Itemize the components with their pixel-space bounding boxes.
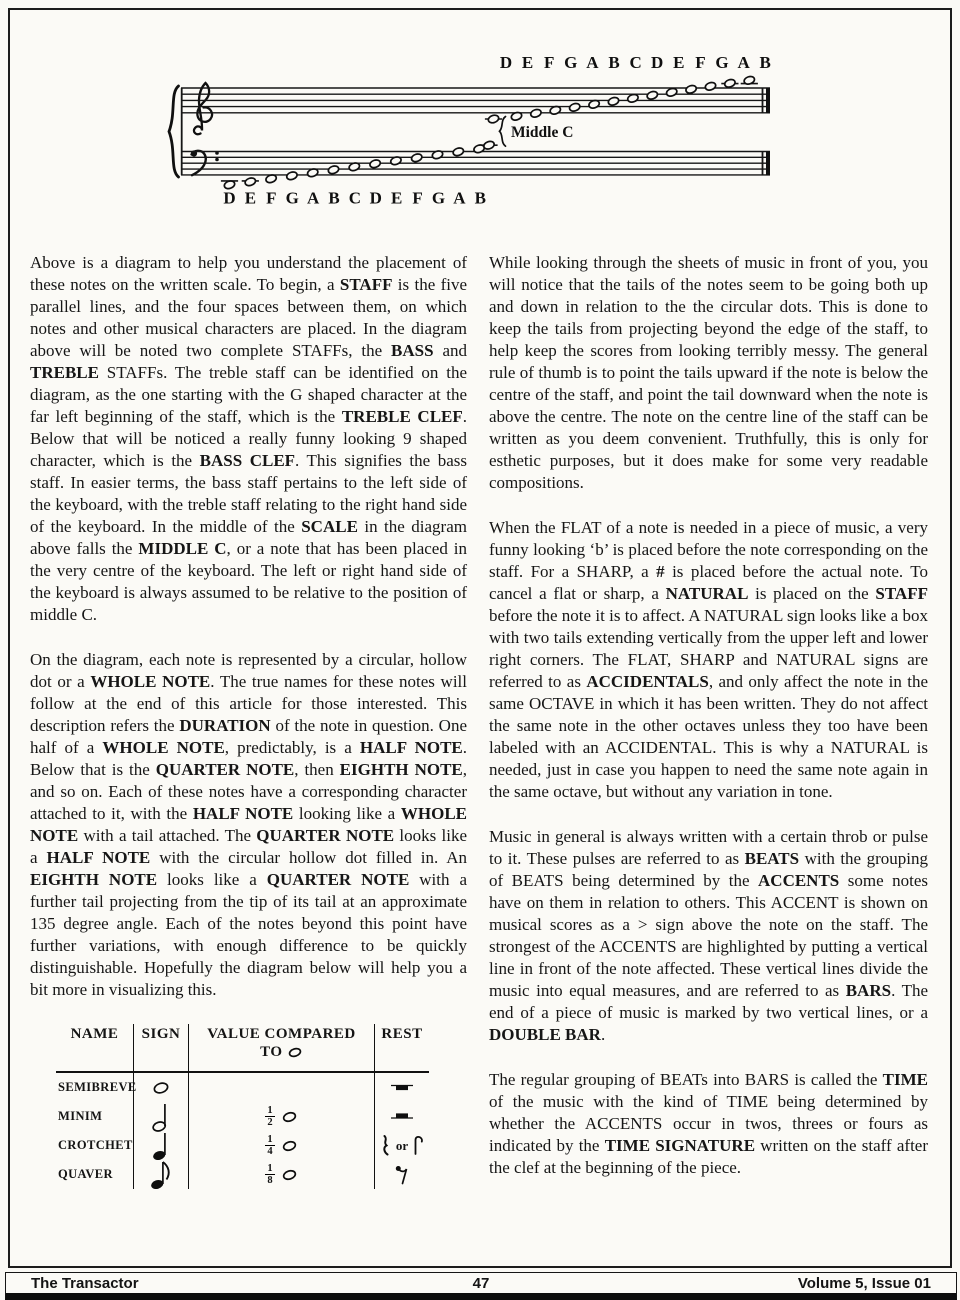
issue-label: Volume 5, Issue 01 xyxy=(797,1274,931,1292)
table-cell-sign xyxy=(134,1102,189,1131)
whole-note-icon xyxy=(281,1111,298,1123)
note-letter: F xyxy=(412,188,423,208)
table-cell-rest xyxy=(375,1160,429,1189)
note-letter: E xyxy=(391,188,403,208)
table-cell-value xyxy=(189,1073,375,1102)
whole-note xyxy=(530,108,542,118)
paragraph-note-tails: While looking through the sheets of music in front of you, you will notice that the tails of the notes seem to be going both up and down in relation to the the circular dots. This is done to keep the tails from projecting beyond the edge of the staff, to help keep the scores from looking terribly messy. The general rule of thumb is to point the tails upward if the note is below the centre of the staff, and point the tail downward when the note is above the centre. The note on the centre line of the staff can be written as you deem convenient. Truthfully, this is only for esthetic purposes, but it does make for some very readable compositions. xyxy=(489,253,928,492)
grand-staff-brace-icon xyxy=(169,86,179,177)
note-letter: D xyxy=(651,53,664,72)
minim-half-note-icon xyxy=(150,1102,172,1132)
middle-c-bracket-icon xyxy=(500,117,506,147)
whole-note xyxy=(646,90,658,100)
table-cell-sign xyxy=(134,1073,189,1102)
middle-c-label: Middle C xyxy=(511,124,574,141)
crotchet-rest-icon xyxy=(379,1134,392,1157)
whole-note xyxy=(483,140,495,150)
note-letter: G xyxy=(285,188,299,208)
table-cell-value xyxy=(189,1102,375,1131)
paragraph-accidentals: When the FLAT of a note is needed in a piece of music, a very funny looking ‘b’ is placed before the note corresponding on the staff. For a SHARP, a # is placed before the actual note. To cancel a flat or sharp, a NATURAL is placed on the STAFF before the note it is to affect. A NATURAL sign looks like a box with two tails extending vertically from the upper left and lower right corners. The FLAT, SHARP and NATURAL signs are referred to as ACCIDENTALS, and only affect the note in the same OCTAVE in which it has been written. They do not affect the same note in the other octaves unless they too have been labeled with an ACCIDENTAL. This is why a NATURAL is needed, just in case you happen to need the same note again in the same octave, but without any variation in tone. xyxy=(489,518,928,801)
note-letter: E xyxy=(244,188,257,208)
whole-note-icon xyxy=(287,1047,303,1058)
whole-note xyxy=(452,147,464,157)
quaver-rest-icon xyxy=(394,1163,410,1186)
semibreve-rest-icon xyxy=(387,1080,417,1095)
crotchet-quarter-note-icon xyxy=(150,1131,172,1161)
grand-staff-diagram xyxy=(0,0,960,225)
table-cell-name: MINIM xyxy=(56,1102,134,1131)
note-letter: A xyxy=(737,53,750,72)
table-header-name: NAME xyxy=(56,1024,134,1073)
note-letter: B xyxy=(474,188,486,208)
table-cell-value xyxy=(189,1131,375,1160)
table-header-value: VALUE COMPARED TO xyxy=(189,1024,375,1073)
whole-note xyxy=(704,81,716,91)
minim-rest-icon xyxy=(387,1109,417,1124)
note-letter: G xyxy=(431,188,446,208)
note-letter: F xyxy=(695,53,706,72)
table-cell-rest xyxy=(375,1102,429,1131)
page-number: 47 xyxy=(472,1274,490,1292)
quaver-eighth-note-icon xyxy=(148,1160,174,1190)
note-letter: D xyxy=(369,188,382,208)
table-cell-sign xyxy=(134,1160,189,1189)
paragraph-note-durations: On the diagram, each note is represented by a circular, hollow dot or a WHOLE NOTE. The true names for these notes will follow at the end of this article for those interested. This description refers the DURATION of the note in question. One half of a WHOLE NOTE, predictably, is a HALF NOTE. Below that is the QUARTER NOTE, then EIGHTH NOTE, and so on. Each of these notes have a corresponding character attached to it, with the HALF NOTE looking like a WHOLE NOTE with a tail attached. The QUARTER NOTE looks like a HALF NOTE with the circular hollow dot filled in. An EIGHTH NOTE looks like a QUARTER NOTE with a further tail projecting from the tip of its tail at an approximate 135 degree angle. Each of the notes beyond this point have further variations, with enough difference to be quickly distinguishable. Hopefully the diagram below will help you a bit more in visualizing this. xyxy=(30,650,467,999)
fraction: $\frac{1}{4}$ xyxy=(267,1133,273,1157)
table-cell-name: SEMIBREVE xyxy=(56,1073,134,1102)
whole-note xyxy=(724,78,736,88)
magazine-title: The Transactor xyxy=(31,1274,139,1292)
whole-note xyxy=(607,96,619,106)
note-letter: A xyxy=(586,53,599,72)
note-letter: B xyxy=(328,188,340,208)
whole-note xyxy=(487,114,499,124)
table-cell-sign xyxy=(134,1131,189,1160)
note-value-table xyxy=(56,1024,429,1189)
fraction: $\frac{1}{8}$ xyxy=(267,1162,273,1186)
treble-clef-icon xyxy=(194,83,212,134)
table-cell-rest xyxy=(375,1131,429,1160)
whole-note xyxy=(369,159,381,169)
fraction: $\frac{1}{2}$ xyxy=(267,1104,273,1128)
note-letter: E xyxy=(521,53,534,72)
note-letter: C xyxy=(629,53,642,72)
note-letter: B xyxy=(759,53,771,72)
note-letter: G xyxy=(564,53,578,72)
note-letter: B xyxy=(608,53,620,72)
table-cell-rest xyxy=(375,1073,429,1102)
crotchet-rest-old-style-icon xyxy=(412,1134,425,1157)
whole-note-icon xyxy=(281,1169,298,1181)
note-letter: D xyxy=(223,188,236,208)
whole-note xyxy=(411,153,423,163)
or-label: or xyxy=(395,1137,409,1153)
final-thick-barline xyxy=(766,88,770,113)
whole-note-icon xyxy=(281,1140,298,1152)
paragraph-time-signature: The regular grouping of BEATs into BARS is called the TIME of the music with the kind of TIME being determined by whether the ACCENTS occur in twos, threes or fours as indicated by the TIME SIGNATURE written on the staff after the clef at the beginning of the piece. xyxy=(489,1070,929,1177)
note-letter: F xyxy=(544,53,555,72)
note-letter: E xyxy=(673,53,685,72)
left-column xyxy=(30,252,467,1189)
note-letter: C xyxy=(348,188,362,208)
paragraph-staff-intro: Above is a diagram to help you understand the placement of these notes on the written scale. To begin, a STAFF is the five parallel lines, and the four spaces between them, on which notes and other musical characters are placed. In the diagram above will be noted two complete STAFFs, the BASS and TREBLE STAFFs. The treble staff can be identified on the diagram, as the one starting with the G shaped character at the far left beginning of the staff, which is the TREBLE CLEF. Below that will be noticed a really funny looking 9 shaped character, which is the BASS CLEF. This signifies the bass staff. In easier terms, the bass staff pertains to the left side of the keyboard, with the treble staff relating to the right hand side of the keyboard. In the middle of the SCALE in the diagram above falls the MIDDLE C, or a note that has been placed in the very centre of the keyboard. The left or right hand side of the keyboard is always assumed to be relative to the position of middle C. xyxy=(30,253,468,624)
note-letter: A xyxy=(306,188,320,208)
table-cell-name: CROTCHET xyxy=(56,1131,134,1160)
whole-note xyxy=(327,165,339,175)
whole-note xyxy=(244,177,256,187)
whole-note xyxy=(685,84,697,94)
note-letter: A xyxy=(453,188,466,208)
table-cell-name: QUAVER xyxy=(56,1160,134,1189)
whole-note xyxy=(569,102,581,112)
table-header-rest: REST xyxy=(375,1024,429,1073)
note-letter: D xyxy=(499,53,513,72)
note-letter: F xyxy=(266,188,277,208)
paragraph-beats-bars: Music in general is always written with a certain throb or pulse to it. These pulses are referred to as BEATS with the grouping of BEATS being determined by the ACCENTS some notes have on them in relation to others. This ACCENT is shown on musical scores as a > sign above the note on the staff. The strongest of the ACCENTS are highlighted by putting a vertical line in front of the note affected. These vertical lines divide the music into equal measures, and are referred to as BARS. The end of a piece of music is marked by two vertical lines, or a DOUBLE BAR. xyxy=(489,827,928,1044)
whole-note xyxy=(286,171,298,181)
whole-note xyxy=(666,87,678,97)
final-thick-barline xyxy=(766,152,770,175)
right-column xyxy=(489,252,928,1202)
table-cell-value xyxy=(189,1160,375,1189)
table-header-sign: SIGN xyxy=(134,1024,189,1073)
footer-bar xyxy=(5,1272,957,1300)
semibreve-whole-note-icon xyxy=(150,1075,172,1101)
note-letter: G xyxy=(715,53,729,72)
